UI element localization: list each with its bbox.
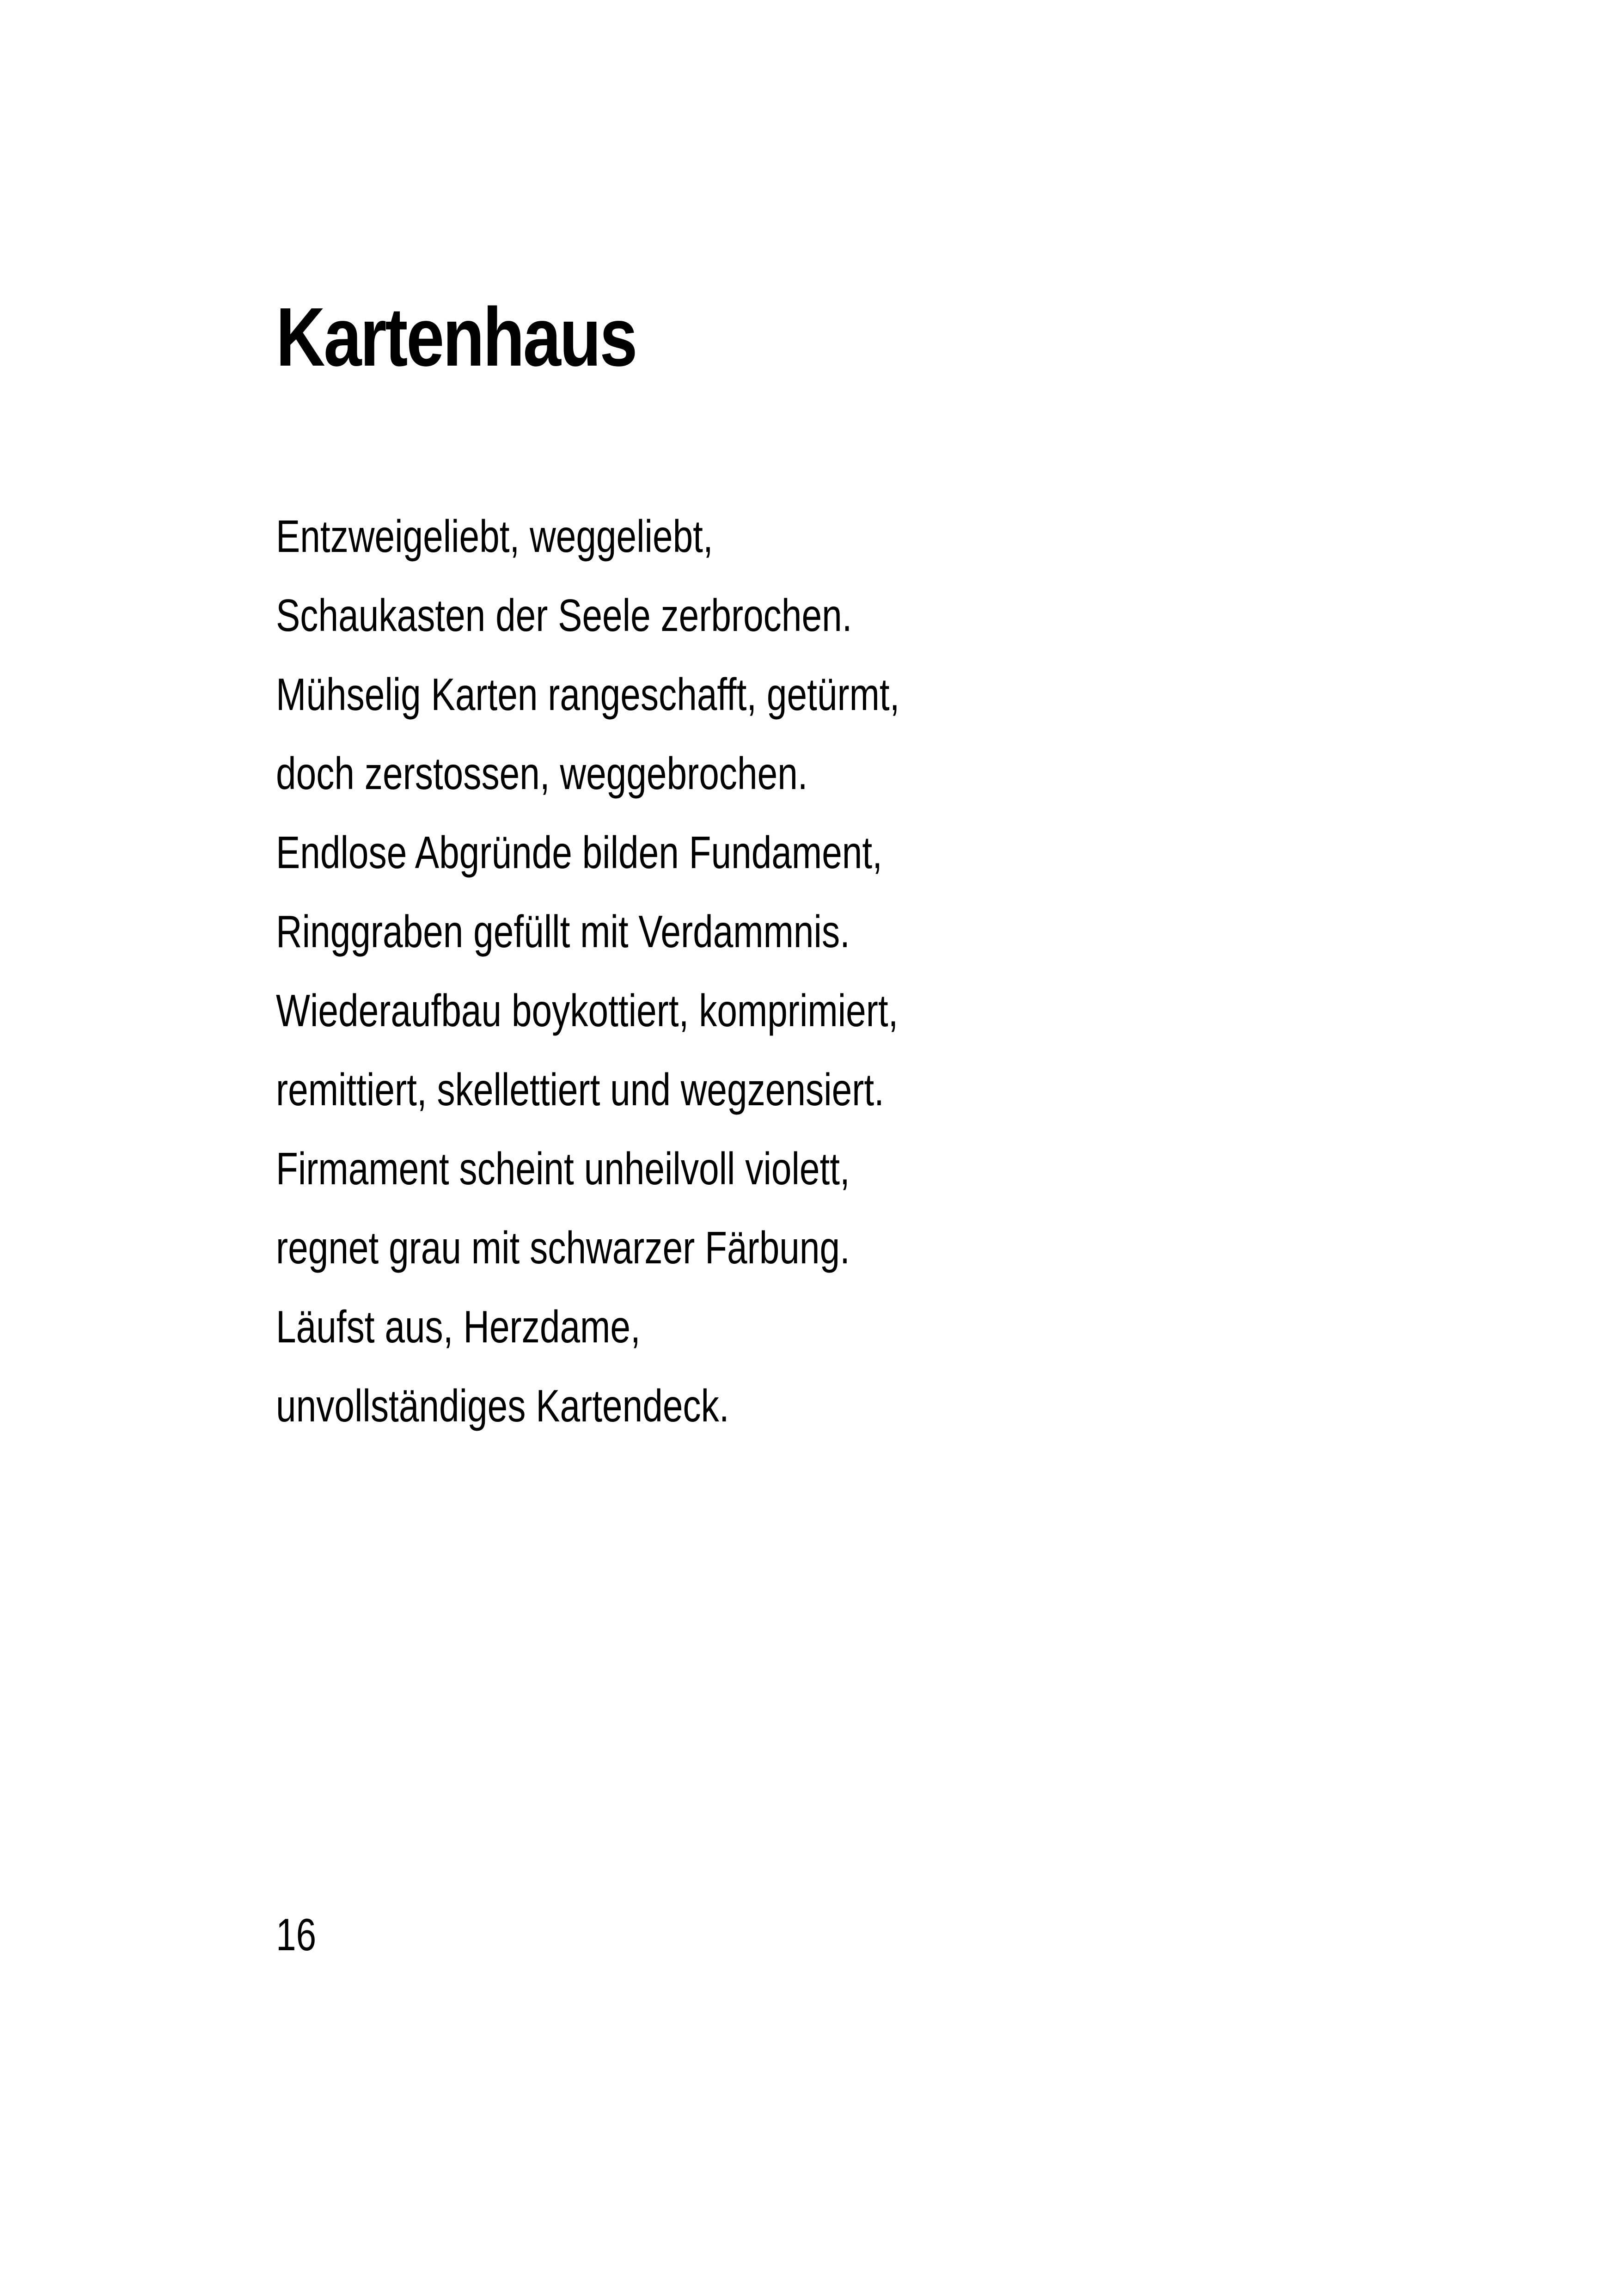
poem-title: Kartenhaus [276, 291, 636, 384]
poem-line: Wiederaufbau boykottiert, komprimiert, [276, 985, 899, 1036]
poem-line: doch zerstossen, weggebrochen. [276, 748, 808, 799]
poem-line: Schaukasten der Seele zerbrochen. [276, 590, 852, 641]
poem-line: Endlose Abgründe bilden Fundament, [276, 827, 882, 878]
page-number: 16 [276, 1909, 317, 1960]
poem-line: remittiert, skellettiert und wegzensiert. [276, 1064, 884, 1115]
poem-line: regnet grau mit schwarzer Färbung. [276, 1222, 850, 1273]
poem-line: Entzweigeliebt, weggeliebt, [276, 511, 713, 562]
poem-line: Läufst aus, Herzdame, [276, 1301, 641, 1352]
poem-line: Mühselig Karten rangeschafft, getürmt, [276, 669, 900, 720]
poem-line: Firmament scheint unheilvoll violett, [276, 1143, 850, 1194]
poem-line: Ringgraben gefüllt mit Verdammnis. [276, 906, 850, 957]
poem-body [276, 508, 1056, 1457]
poem-line: unvollständiges Kartendeck. [276, 1380, 729, 1431]
